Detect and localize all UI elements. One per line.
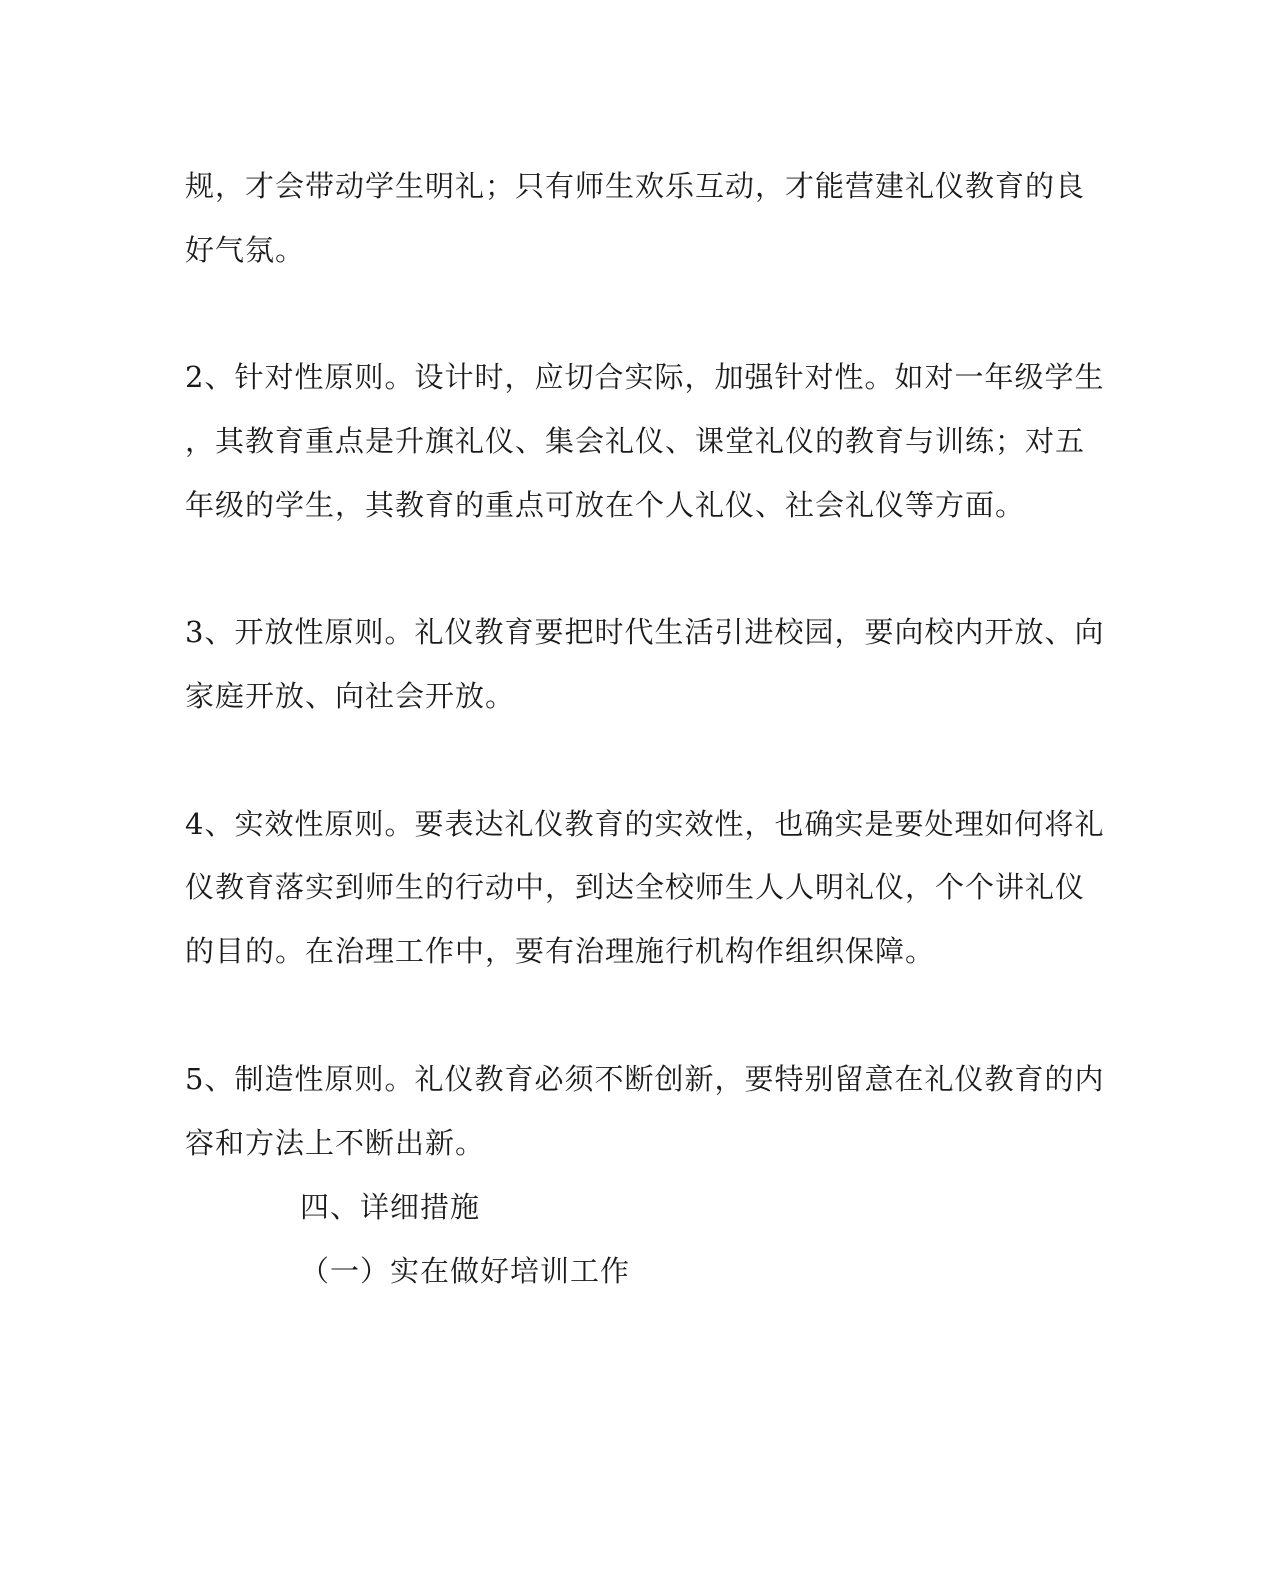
paragraph-4-line-1: 4、实效性原则。要表达礼仪教育的实效性，也确实是要处理如何将礼: [185, 807, 1105, 841]
subsection-heading: （一）实在做好培训工作: [300, 1254, 631, 1288]
paragraph-4-line-3: 的目的。在治理工作中，要有治理施行机构作组织保障。: [185, 934, 936, 968]
paragraph-2-line-3: 年级的学生，其教育的重点可放在个人礼仪、社会礼仪等方面。: [185, 488, 1026, 522]
paragraph-2-line-2: ，其教育重点是升旗礼仪、集会礼仪、课堂礼仪的教育与训练；对五: [185, 424, 1086, 458]
paragraph-1-line-2: 好气氛。: [185, 233, 306, 267]
paragraph-5-line-2: 容和方法上不断出新。: [185, 1126, 486, 1160]
paragraph-1-line-1: 规，才会带动学生明礼；只有师生欢乐互动，才能营建礼仪教育的良: [185, 169, 1086, 203]
paragraph-3-line-2: 家庭开放、向社会开放。: [185, 679, 516, 713]
section-heading: 四、详细措施: [300, 1190, 481, 1224]
paragraph-2-line-1: 2、针对性原则。设计时，应切合实际，加强针对性。如对一年级学生: [185, 360, 1105, 394]
paragraph-3-line-1: 3、开放性原则。礼仪教育要把时代生活引进校园，要向校内开放、向: [185, 615, 1105, 649]
paragraph-4-line-2: 仪教育落实到师生的行动中，到达全校师生人人明礼仪，个个讲礼仪: [185, 870, 1086, 904]
paragraph-5-line-1: 5、制造性原则。礼仪教育必须不断创新，要特别留意在礼仪教育的内: [185, 1062, 1105, 1096]
